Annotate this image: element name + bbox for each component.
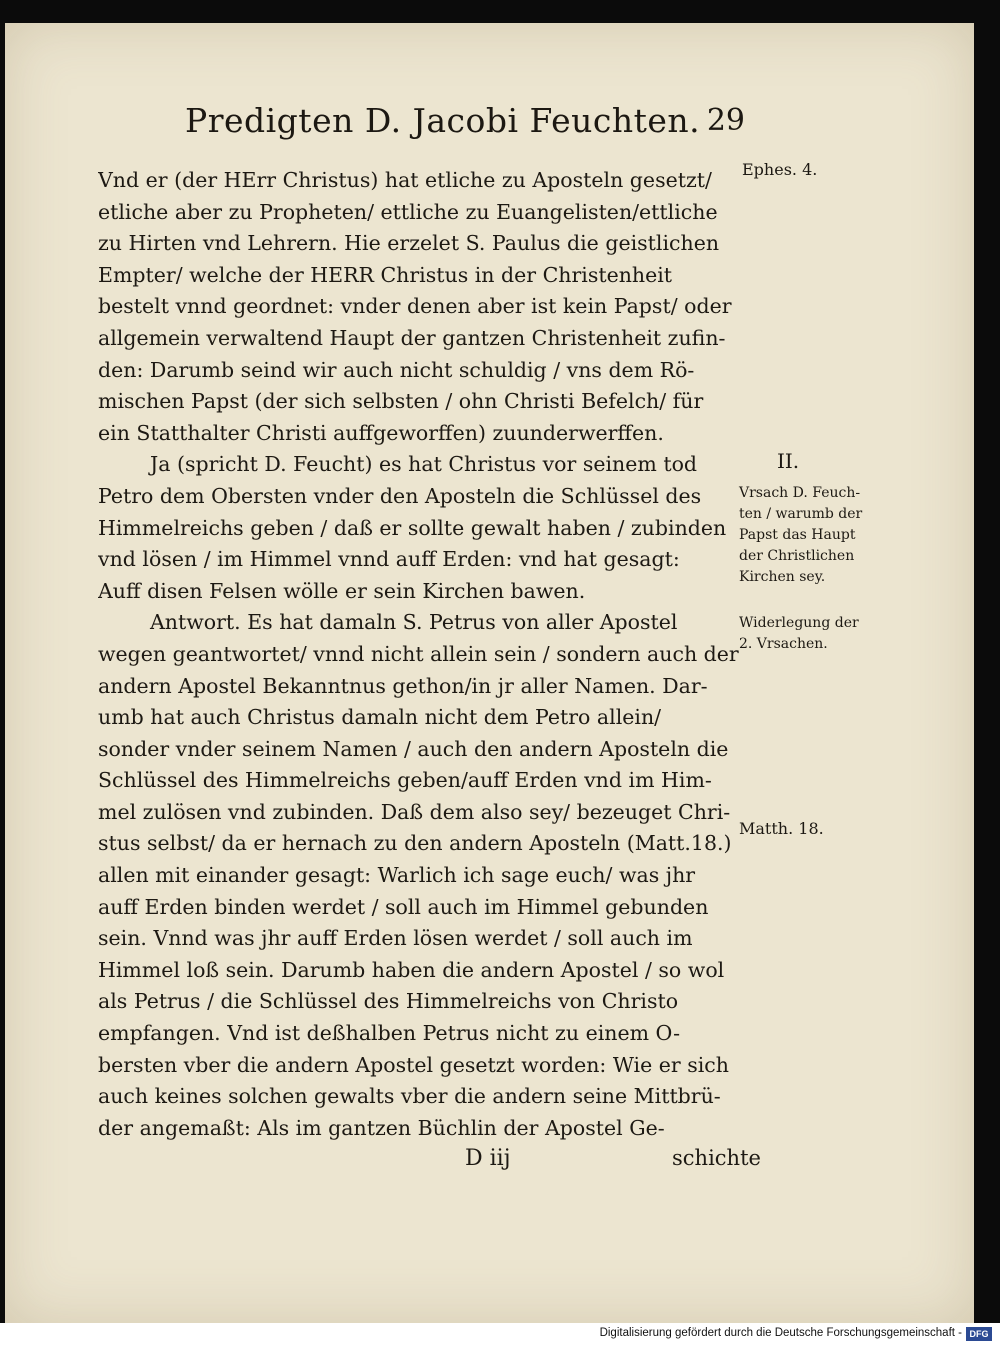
text-line: vnd lösen / im Himmel vnnd auff Erden: vnd hat gesagt:	[98, 547, 680, 572]
text-line: bestelt vnnd geordnet: vnder denen aber ist kein Papst/ oder	[98, 294, 732, 319]
text-line: wegen geantwortet/ vnnd nicht allein sein / sondern auch der	[98, 641, 739, 666]
dfg-logo-icon: DFG	[966, 1327, 992, 1341]
text-line: umb hat auch Christus damaln nicht dem Petro allein/	[98, 705, 662, 730]
marginal-note-ursach: ten / warumb der	[739, 506, 863, 522]
text-line: auch keines solchen gewalts vber die andern seine Mittbrü-	[98, 1084, 721, 1109]
text-line: Vnd er (der HErr Christus) hat etliche zu Aposteln gesetzt/	[98, 168, 712, 192]
text-line: empfangen. Vnd ist deßhalben Petrus nicht zu einem O-	[98, 1021, 681, 1046]
text-line: als Petrus / die Schlüssel des Himmelreichs von Christo	[98, 989, 679, 1014]
text-line: ein Statthalter Christi auffgeworffen) zuunderwerffen.	[98, 420, 664, 445]
marginal-note-matth: Matth. 18.	[739, 819, 824, 838]
text-line: allgemein verwaltend Haupt der gantzen Christenheit zufin-	[98, 325, 726, 350]
marginal-note-widerlegung: Widerlegung der	[739, 615, 859, 631]
digitization-footer	[0, 1323, 1000, 1345]
text-line: andern Apostel Bekanntnus gethon/in jr aller Namen. Dar-	[98, 673, 708, 698]
text-line: Ja (spricht D. Feucht) es hat Christus vor seinem tod	[150, 452, 698, 477]
text-line: allen mit einander gesagt: Warlich ich sage euch/ was jhr	[98, 863, 696, 888]
text-line: Antwort. Es hat damaln S. Petrus von aller Apostel	[150, 610, 678, 635]
text-line: Himmel loß sein. Darumb haben die andern Apostel / so wol	[98, 957, 725, 982]
text-line: den: Darumb seind wir auch nicht schuldig / vns dem Rö-	[98, 357, 695, 382]
marginal-note-ursach: Vrsach D. Feuch-	[739, 485, 861, 501]
text-line: Empter/ welche der HERR Christus in der Christenheit	[98, 262, 673, 287]
text-line: sonder vnder seinem Namen / auch den andern Aposteln die	[98, 736, 729, 761]
marginal-note-ephes: Ephes. 4.	[742, 160, 818, 179]
text-line: auff Erden binden werdet / soll auch im Himmel gebunden	[98, 894, 709, 919]
running-head	[185, 101, 745, 151]
marginal-numeral: II.	[777, 449, 800, 473]
footer-credit: Digitalisierung gefördert durch die Deutsche Forschungsgemeinschaft -	[599, 1327, 962, 1339]
text-line: Petro dem Obersten vnder den Aposteln die Schlüssel des	[98, 483, 702, 508]
text-line: mischen Papst (der sich selbsten / ohn Christi Befelch/ für	[98, 389, 704, 414]
text-line: mel zulösen vnd zubinden. Daß dem also sey/ bezeuget Chri-	[98, 799, 731, 824]
marginal-note-ursach: Kirchen sey.	[739, 569, 826, 585]
text-line: sein. Vnnd was jhr auff Erden lösen werdet / soll auch im	[98, 926, 693, 951]
signature-mark: D iij	[465, 1146, 511, 1171]
text-line: der angemaßt: Als im gantzen Büchlin der Apostel Ge-	[98, 1115, 665, 1140]
text-line: etliche aber zu Propheten/ ettliche zu Euangelisten/ettliche	[98, 199, 718, 224]
text-line: bersten vber die andern Apostel gesetzt worden: Wie er sich	[98, 1052, 729, 1077]
marginal-note-widerlegung: 2. Vrsachen.	[739, 636, 828, 652]
page-number: 29	[706, 103, 745, 138]
text-line: Himmelreichs geben / daß er sollte gewalt haben / zubinden	[98, 515, 727, 540]
marginal-note-ursach: Papst das Haupt	[739, 527, 856, 543]
text-line: Auff disen Felsen wölle er sein Kirchen bawen.	[98, 578, 586, 603]
body-text	[98, 165, 748, 1144]
text-line: stus selbst/ da er hernach zu den andern Aposteln (Matt.18.)	[98, 831, 732, 856]
text-line: zu Hirten vnd Lehrern. Hie erzelet S. Paulus die geistlichen	[98, 231, 720, 256]
running-title: Predigten D. Jacobi Feuchten.	[185, 101, 701, 140]
marginal-note-ursach: der Christlichen	[739, 548, 855, 564]
catchword: schichte	[672, 1146, 761, 1170]
scanned-page	[5, 23, 974, 1323]
text-line: Schlüssel des Himmelreichs geben/auff Erden vnd im Him-	[98, 768, 712, 793]
